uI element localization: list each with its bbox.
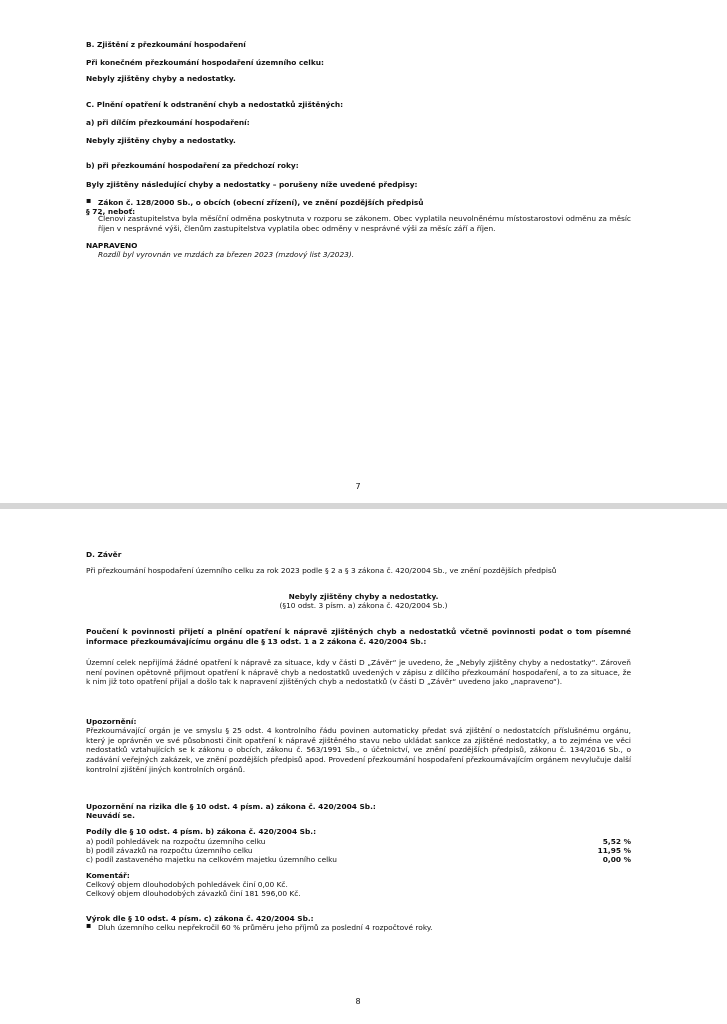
risk-value: Neuvádí se. (86, 811, 135, 820)
page-number: 8 (355, 997, 361, 1006)
section-b-title: B. Zjištění z přezkoumání hospodaření (86, 40, 246, 49)
notice-title: Poučení k povinnosti přijetí a plnění opatření k nápravě zjištěných chyb a nedostatků včetně povinnosti podat o tom písemné informace přezkoumávajícímu orgánu dle § 13 odst. 1 a 2 zákona č. 420/2004 Sb.: (86, 627, 631, 646)
comment-title: Komentář: (86, 871, 130, 880)
section-c-a-result: Nebyly zjištěny chyby a nedostatky. (86, 136, 236, 145)
share-label: b) podíl závazků na rozpočtu územního celku (86, 846, 253, 855)
section-c-b-found: Byly zjištěny následující chyby a nedostatky – porušeny níže uvedené předpisy: (86, 180, 418, 189)
section-b-result: Nebyly zjištěny chyby a nedostatky. (86, 74, 236, 83)
section-b-subtitle: Při konečném přezkoumání hospodaření územního celku: (86, 58, 324, 67)
conclusion-intro: Při přezkoumání hospodaření územního celku za rok 2023 podle § 2 a § 3 zákona č. 420/2004 Sb., ve znění pozdějších předpisů (86, 566, 557, 575)
law-reference: Zákon č. 128/2000 Sb., o obcích (obecní zřízení), ve znění pozdějších předpisů (98, 198, 424, 207)
section-d-title: D. Závěr (86, 550, 122, 559)
share-value: 0,00 % (602, 855, 631, 864)
section-c-b: b) při přezkoumání hospodaření za předchozí roky: (86, 161, 299, 170)
finding-text: Členovi zastupitelstva byla měsíční odměna poskytnuta v rozporu se zákonem. Obec vyplatila neuvolněnému místostarostovi odměnu za měsíc říjen v nesprávné výši, členům zastupitelstva vyplatila obec odměny v nesprávné výši za měsíc září a říjen. (98, 214, 631, 233)
warning-text: Přezkoumávající orgán je ve smyslu § 25 odst. 4 kontrolního řádu povinen automaticky předat svá zjištění o nedostatcích příslušnému orgánu, který je oprávněn ve své působnosti činit opatření k nápravě zjištěného stavu nebo ukládat sankce za zjištěné nedostatky, a to zejména ve věci nedostatků vztahujících se k zákonu o obcích, zákonu č. 563/1991 Sb., o účetnictví, ve znění pozdějších předpisů, zákonu č. 134/2016 Sb., o zadávání veřejných zakázek, ve znění pozdějších předpisů apod. Provedení přezkoumání hospodaření přezkoumávajícím orgánem nevylučuje další kontrolní zjištění jiných kontrolních orgánů. (86, 726, 631, 774)
bullet-icon: ▪ (86, 921, 92, 930)
remedy-note: Rozdíl byl vyrovnán ve mzdách za březen 2023 (mzdový list 3/2023). (98, 250, 355, 259)
share-label: a) podíl pohledávek na rozpočtu územního celku (86, 837, 266, 846)
warning-title: Upozornění: (86, 717, 137, 726)
share-value: 11,95 % (597, 846, 631, 855)
comment-line: Celkový objem dlouhodobých závazků činí 181 596,00 Kč. (86, 889, 301, 898)
page-number: 7 (355, 482, 361, 491)
share-label: c) podíl zastaveného majetku na celkovém majetku územního celku (86, 855, 337, 864)
statement-title: Výrok dle § 10 odst. 4 písm. c) zákona č. 420/2004 Sb.: (86, 914, 314, 923)
conclusion-result: Nebyly zjištěny chyby a nedostatky. (288, 592, 439, 601)
remedied-label: NAPRAVENO (86, 241, 138, 250)
risk-title: Upozornění na rizika dle § 10 odst. 4 písm. a) zákona č. 420/2004 Sb.: (86, 802, 376, 811)
law-paragraph: § 72, neboť: (86, 207, 136, 216)
section-c-a: a) při dílčím přezkoumání hospodaření: (86, 118, 250, 127)
page-7 (0, 0, 727, 503)
bullet-icon: ▪ (86, 196, 92, 205)
section-c-title: C. Plnění opatření k odstranění chyb a nedostatků zjištěných: (86, 100, 344, 109)
conclusion-result-ref: (§10 odst. 3 písm. a) zákona č. 420/2004 Sb.) (279, 601, 448, 610)
shares-title: Podíly dle § 10 odst. 4 písm. b) zákona č. 420/2004 Sb.: (86, 827, 317, 836)
notice-text: Územní celek nepřijímá žádné opatření k nápravě za situace, kdy v části D „Závěr“ je uvedeno, že „Nebyly zjištěny chyby a nedostatky“. Zároveň není povinen opětovně přijmout opatření k nápravě chyb a nedostatků uvedených v zápisu z dílčího přezkoumání hospodaření, a to za situace, že k nim již toto opatření přijal a došlo tak k napravení zjištěných chyb a nedostatků (v části D „Závěr“ uvedeno jako „napraveno“). (86, 658, 631, 687)
statement-text: Dluh územního celku nepřekročil 60 % průměru jeho příjmů za poslední 4 rozpočtové roky. (98, 923, 433, 932)
page-8 (0, 509, 727, 1024)
share-value: 5,52 % (602, 837, 631, 846)
comment-line: Celkový objem dlouhodobých pohledávek činí 0,00 Kč. (86, 880, 288, 889)
